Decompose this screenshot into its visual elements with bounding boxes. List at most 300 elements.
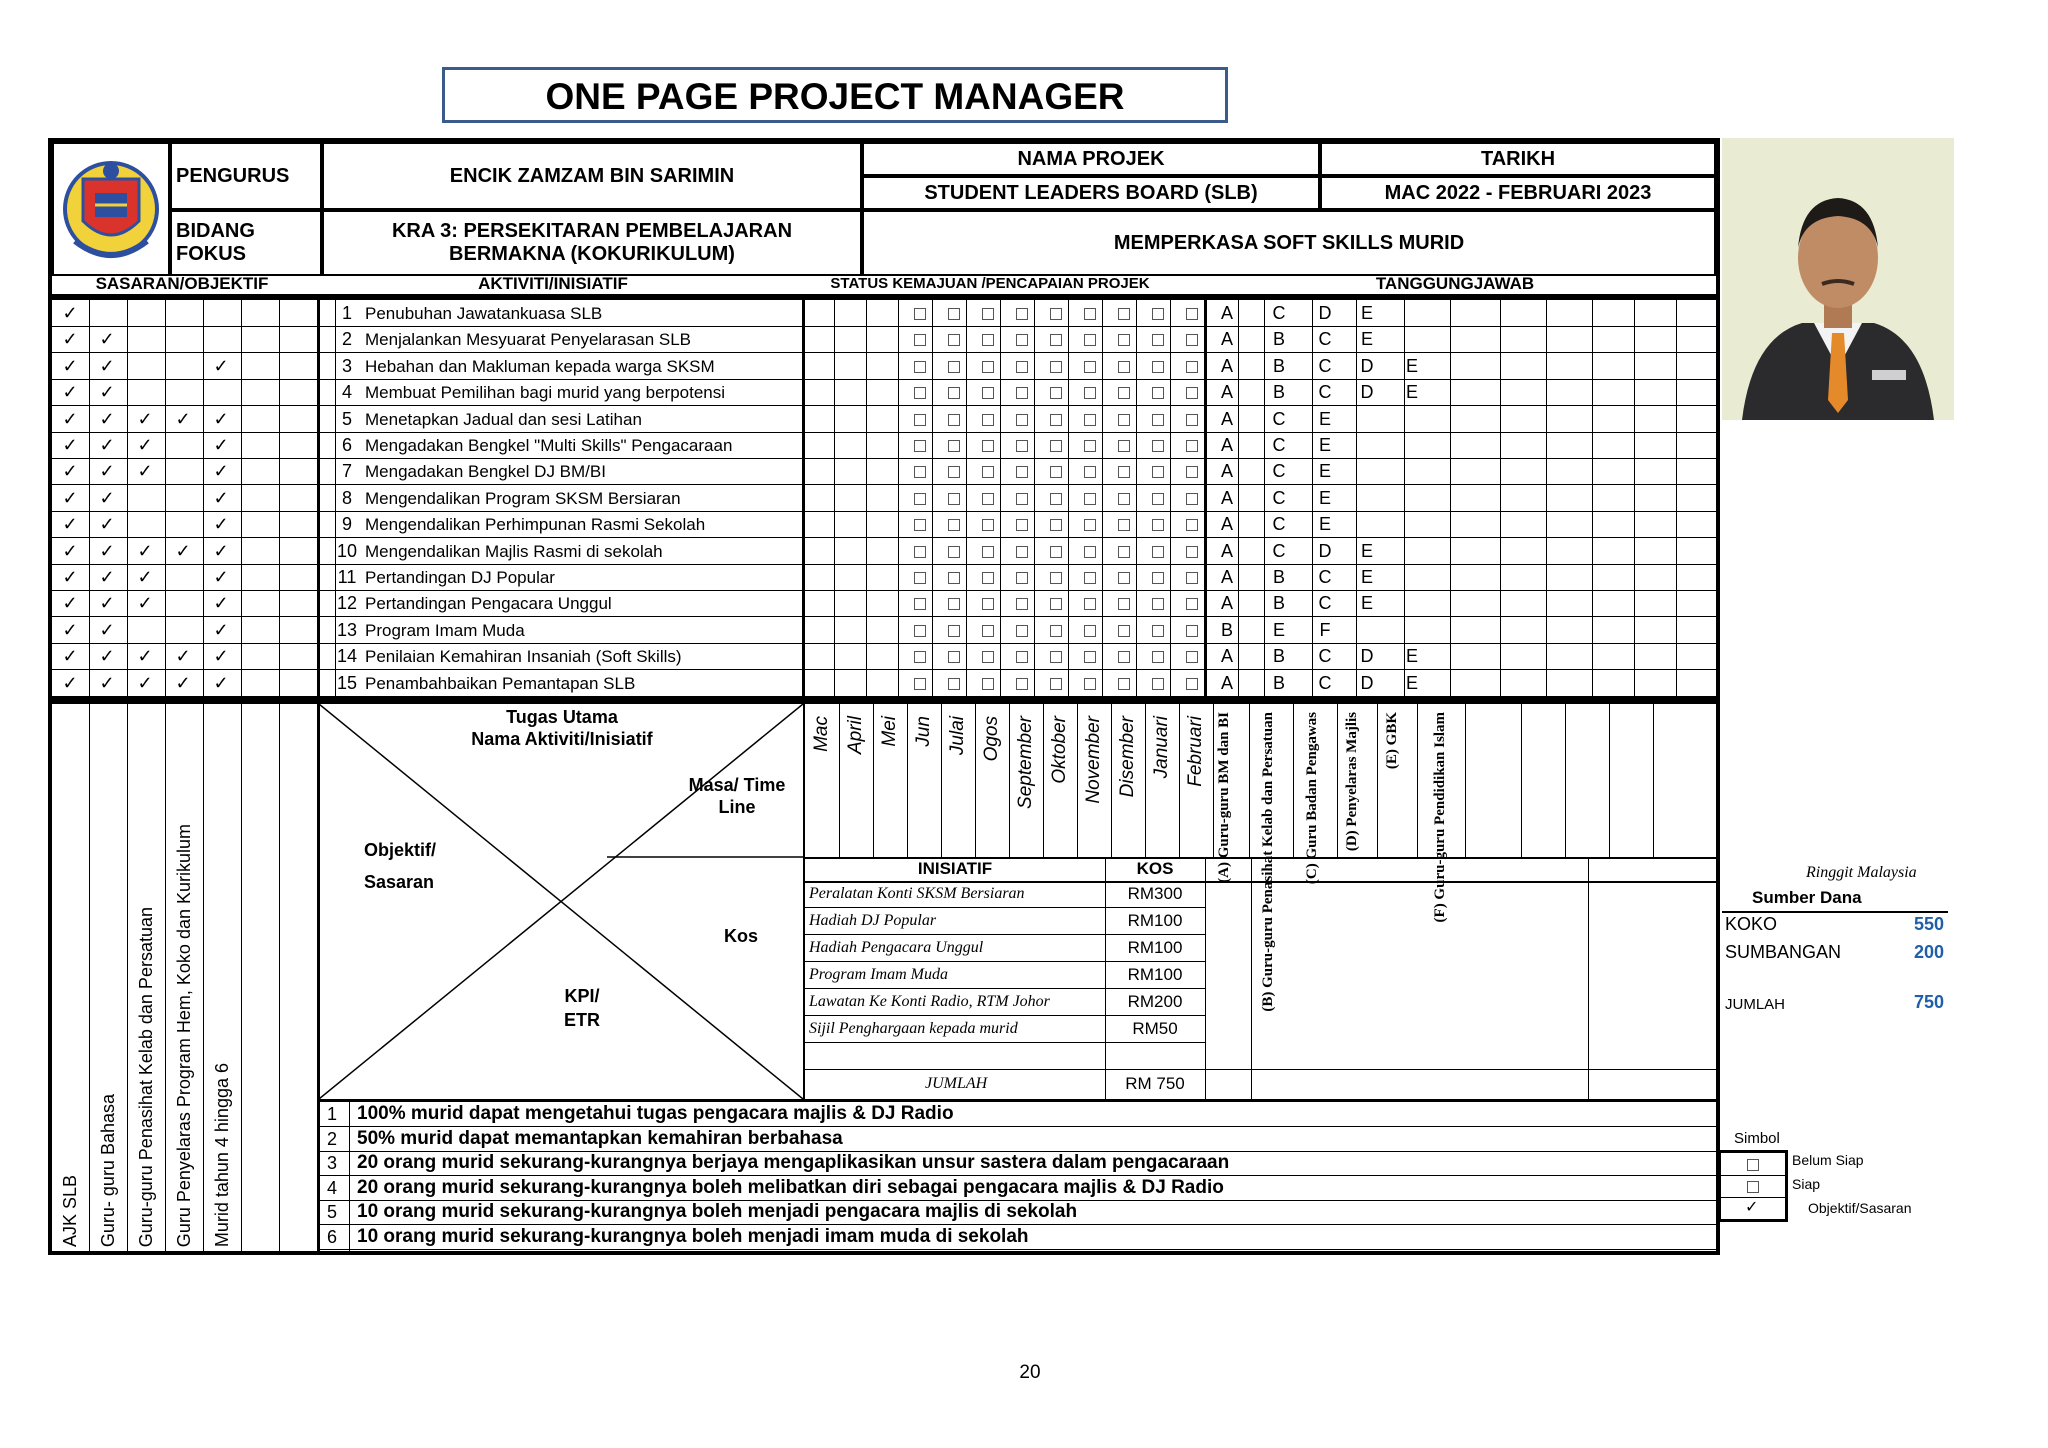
status-checkbox-icon — [1118, 466, 1130, 478]
legend-box — [1718, 1150, 1788, 1222]
month-label-7: September — [1015, 716, 1036, 809]
status-checkbox-icon — [1084, 625, 1096, 637]
cost-item-value: RM50 — [1132, 1019, 1178, 1038]
status-checkbox-icon — [914, 440, 926, 452]
activity-name: Menjalankan Mesyuarat Penyelarasan SLB — [365, 330, 692, 350]
cost-item-name: Sijil Penghargaan kepada murid — [809, 1020, 1018, 1037]
legend-siap: Siap — [1792, 1176, 1821, 1192]
status-checkbox-icon — [914, 678, 926, 690]
status-checkbox-icon — [948, 334, 960, 346]
activity-number: 7 — [341, 461, 352, 482]
status-checkbox-icon — [1016, 546, 1028, 558]
portrait-icon — [1722, 138, 1954, 420]
status-checkbox-icon — [1152, 651, 1164, 663]
cost-row-divider — [805, 907, 1205, 908]
status-checkbox-icon — [1152, 493, 1164, 505]
responsibility-code: A — [1220, 540, 1233, 561]
tarikh-value: MAC 2022 - FEBRUARI 2023 — [1320, 176, 1716, 210]
objective-label-5: Murid tahun 4 hingga 6 — [212, 1062, 232, 1247]
responsibility-code: A — [1220, 355, 1233, 376]
kpi-text: 10 orang murid sekurang-kurangnya boleh menjadi pengacara majlis di sekolah — [357, 1201, 1078, 1222]
funding-title: Sumber Dana — [1752, 888, 1862, 907]
responsibility-code: C — [1272, 514, 1286, 535]
responsibility-code: E — [1318, 461, 1331, 482]
activity-name: Mengadakan Bengkel "Multi Skills" Pengacaraan — [365, 436, 733, 455]
status-checkbox-icon — [982, 440, 994, 452]
objective-check-icon: ✓ — [99, 540, 115, 561]
kpi-divider — [317, 1249, 1716, 1250]
responsibility-code: E — [1405, 646, 1418, 667]
lower-section — [48, 700, 1720, 1255]
activity-number: 12 — [336, 593, 358, 614]
month-label-11: Januari — [1151, 716, 1172, 779]
objective-check-icon: ✓ — [137, 540, 153, 561]
status-checkbox-icon — [1084, 546, 1096, 558]
cost-item-name: Lawatan Ke Konti Radio, RTM Johor — [809, 993, 1050, 1010]
status-checkbox-icon — [948, 625, 960, 637]
diagram-kos: Kos — [724, 926, 759, 946]
status-checkbox-icon — [1186, 387, 1198, 399]
pengurus-value: ENCIK ZAMZAM BIN SARIMIN — [322, 142, 862, 210]
status-checkbox-icon — [948, 466, 960, 478]
status-checkbox-icon — [1118, 678, 1130, 690]
cost-total-label: JUMLAH — [925, 1075, 988, 1092]
responsibility-code: E — [1272, 619, 1285, 640]
status-checkbox-icon — [1186, 414, 1198, 426]
objective-check-icon: ✓ — [99, 461, 115, 482]
activity-number: 10 — [336, 540, 358, 561]
legend-belum: Belum Siap — [1792, 1152, 1864, 1168]
objective-check-icon: ✓ — [137, 593, 153, 614]
objective-check-icon: ✓ — [62, 567, 78, 587]
responsibility-code: C — [1272, 408, 1286, 429]
objective-check-icon: ✓ — [175, 672, 191, 693]
responsibility-code: E — [1360, 303, 1373, 323]
bidang-label-2: FOKUS — [176, 243, 246, 265]
activity-number: 14 — [336, 646, 358, 667]
status-checkbox-icon — [1084, 572, 1096, 584]
status-checkbox-icon — [1186, 440, 1198, 452]
responsibility-code: E — [1318, 435, 1331, 455]
status-checkbox-icon — [1050, 572, 1062, 584]
objective-check-icon: ✓ — [137, 435, 153, 455]
activity-number: 15 — [336, 672, 358, 693]
sasaran-heading: SASARAN/OBJEKTIF — [95, 274, 269, 293]
status-checkbox-icon — [1118, 493, 1130, 505]
month-label-2: April — [845, 716, 866, 755]
status-checkbox-icon — [1118, 414, 1130, 426]
status-checkbox-icon — [1084, 678, 1096, 690]
kpi-number: 6 — [326, 1226, 337, 1247]
legend-belum-icon — [1747, 1159, 1759, 1171]
objective-check-icon: ✓ — [213, 646, 229, 667]
status-checkbox-icon — [1118, 519, 1130, 531]
status-checkbox-icon — [1152, 361, 1164, 373]
objective-check-icon: ✓ — [99, 435, 115, 455]
objective-check-icon: ✓ — [213, 435, 229, 455]
objective-check-icon: ✓ — [213, 567, 229, 587]
diagram-objektif-1: Objektif/ — [364, 840, 437, 860]
cost-item-name: Program Imam Muda — [809, 966, 948, 983]
status-checkbox-icon — [1152, 625, 1164, 637]
page-number: 20 — [1019, 1362, 1041, 1383]
status-checkbox-icon — [914, 625, 926, 637]
status-checkbox-icon — [948, 361, 960, 373]
cost-item-name: Peralatan Konti SKSM Bersiaran — [809, 885, 1025, 902]
status-checkbox-icon — [914, 361, 926, 373]
diagram-tugas — [432, 706, 692, 750]
activity-number: 4 — [341, 382, 352, 403]
cost-header-kos: KOS — [1136, 859, 1174, 878]
status-checkbox-icon — [1152, 598, 1164, 610]
objective-check-icon: ✓ — [99, 382, 115, 403]
status-checkbox-icon — [1186, 519, 1198, 531]
focus-value: MEMPERKASA SOFT SKILLS MURID — [862, 210, 1716, 276]
objective-check-icon: ✓ — [137, 408, 153, 429]
status-checkbox-icon — [1118, 625, 1130, 637]
status-heading: STATUS KEMAJUAN /PENCAPAIAN PROJEK — [830, 275, 1150, 292]
nama-projek-label: NAMA PROJEK — [862, 142, 1320, 176]
cost-table — [803, 857, 1718, 1099]
kpi-text: 20 orang murid sekurang-kurangnya boleh melibatkan diri sebagai pengacara majlis & DJ Radio — [357, 1176, 1224, 1198]
responsibility-label-f: (F) Guru-guru Pendidikan Islam — [1432, 712, 1448, 923]
status-checkbox-icon — [1016, 598, 1028, 610]
status-checkbox-icon — [1050, 625, 1062, 637]
objective-check-icon: ✓ — [175, 646, 191, 667]
status-checkbox-icon — [948, 678, 960, 690]
status-checkbox-icon — [982, 678, 994, 690]
responsibility-code: C — [1318, 382, 1332, 403]
objective-check-icon: ✓ — [62, 382, 78, 403]
status-checkbox-icon — [1118, 387, 1130, 399]
diagram-masa-1: Masa/ Time — [688, 775, 786, 795]
responsibility-code: C — [1318, 355, 1332, 376]
objective-check-icon: ✓ — [213, 593, 229, 614]
status-checkbox-icon — [1016, 308, 1028, 320]
bidang-value — [322, 210, 862, 276]
bidang-value-2: BERMAKNA (KOKURIKULUM) — [449, 243, 735, 265]
status-checkbox-icon — [1186, 361, 1198, 373]
responsibility-code: E — [1360, 540, 1373, 561]
funding-koko-value: 550 — [1913, 914, 1944, 934]
responsibility-code: E — [1318, 514, 1331, 535]
status-checkbox-icon — [1084, 493, 1096, 505]
activity-row — [52, 670, 1716, 697]
objective-check-icon: ✓ — [137, 461, 153, 482]
status-checkbox-icon — [1016, 519, 1028, 531]
status-checkbox-icon — [948, 519, 960, 531]
cost-item-name: Hadiah DJ Popular — [809, 912, 937, 929]
bidang-label-1: BIDANG — [176, 220, 255, 242]
manager-photo — [1722, 138, 1954, 420]
status-checkbox-icon — [1084, 440, 1096, 452]
responsibility-code: C — [1318, 593, 1332, 614]
responsibility-code: A — [1220, 435, 1233, 455]
status-checkbox-icon — [948, 572, 960, 584]
objective-check-icon: ✓ — [137, 567, 153, 587]
objective-label-3: Guru-guru Penasihat Kelab dan Persatuan — [136, 906, 156, 1247]
status-checkbox-icon — [1186, 572, 1198, 584]
status-checkbox-icon — [1050, 414, 1062, 426]
status-checkbox-icon — [982, 519, 994, 531]
activity-row — [52, 485, 1716, 512]
status-checkbox-icon — [914, 466, 926, 478]
cost-item-value: RM100 — [1127, 965, 1183, 984]
cost-header-inisiatif: INISIATIF — [917, 859, 993, 878]
activity-number: 6 — [341, 435, 352, 455]
objective-check-icon: ✓ — [213, 408, 229, 429]
status-checkbox-icon — [1050, 598, 1062, 610]
diagram-kpi-2: ETR — [564, 1010, 600, 1030]
objective-check-icon: ✓ — [99, 567, 115, 587]
status-checkbox-icon — [1016, 334, 1028, 346]
diagram-objektif — [364, 834, 436, 898]
objective-check-icon: ✓ — [175, 540, 191, 561]
status-checkbox-icon — [1084, 361, 1096, 373]
status-checkbox-icon — [1050, 678, 1062, 690]
status-checkbox-icon — [982, 493, 994, 505]
status-checkbox-icon — [1186, 334, 1198, 346]
activity-row — [52, 353, 1716, 380]
cost-row-divider — [805, 961, 1205, 962]
diagram-tugas-2: Nama Aktiviti/Inisiatif — [471, 729, 653, 749]
kpi-number: 4 — [326, 1177, 337, 1198]
activity-name: Mengadakan Bengkel DJ BM/BI — [365, 462, 606, 482]
kpi-list — [317, 1099, 1716, 1254]
activity-name: Penilaian Kemahiran Insaniah (Soft Skills) — [365, 647, 682, 667]
status-checkbox-icon — [1050, 493, 1062, 505]
funding-sumbangan-value: 200 — [1913, 942, 1944, 962]
responsibility-code: C — [1272, 435, 1286, 455]
objective-check-icon: ✓ — [213, 487, 229, 508]
cost-row-divider — [805, 1015, 1205, 1016]
activity-name: Mengendalikan Majlis Rasmi di sekolah — [365, 541, 663, 561]
responsibility-code: D — [1360, 355, 1374, 376]
responsibility-code: B — [1272, 567, 1285, 587]
objective-label-1: AJK SLB — [60, 1174, 80, 1247]
cost-row-divider — [805, 1042, 1205, 1043]
objective-check-icon: ✓ — [62, 461, 78, 482]
legend-title: Simbol — [1734, 1130, 1780, 1147]
responsibility-code: C — [1318, 672, 1332, 693]
activity-number: 9 — [341, 514, 352, 535]
responsibility-code: A — [1220, 303, 1233, 323]
responsibility-code: E — [1405, 355, 1418, 376]
objective-check-icon: ✓ — [99, 646, 115, 667]
status-checkbox-icon — [948, 598, 960, 610]
status-checkbox-icon — [1084, 414, 1096, 426]
status-checkbox-icon — [1016, 678, 1028, 690]
status-checkbox-icon — [1084, 519, 1096, 531]
month-label-9: November — [1083, 716, 1104, 804]
objective-check-icon: ✓ — [62, 408, 78, 429]
objective-check-icon: ✓ — [62, 303, 78, 323]
responsibility-code: B — [1272, 382, 1285, 403]
responsibility-code: E — [1405, 672, 1418, 693]
responsibility-code: E — [1360, 593, 1373, 614]
status-checkbox-icon — [1050, 361, 1062, 373]
status-checkbox-icon — [948, 546, 960, 558]
cost-item-value: RM300 — [1127, 884, 1183, 903]
status-checkbox-icon — [1118, 651, 1130, 663]
objective-check-icon: ✓ — [62, 487, 78, 508]
status-checkbox-icon — [1186, 651, 1198, 663]
activity-row — [52, 511, 1716, 538]
objective-check-icon: ✓ — [99, 619, 115, 640]
objective-check-icon: ✓ — [62, 329, 78, 350]
activity-number: 8 — [341, 487, 352, 508]
status-checkbox-icon — [1084, 387, 1096, 399]
status-checkbox-icon — [914, 598, 926, 610]
objective-label-4: Guru Penyelaras Program Hem, Koko dan Kurikulum — [174, 823, 194, 1247]
responsibility-code: B — [1272, 355, 1285, 376]
status-checkbox-icon — [982, 466, 994, 478]
activity-number: 11 — [337, 567, 357, 587]
activity-number: 2 — [341, 329, 352, 350]
activity-number: 13 — [336, 619, 358, 640]
responsibility-code: E — [1318, 408, 1331, 429]
objective-check-icon: ✓ — [62, 435, 78, 455]
status-checkbox-icon — [1084, 651, 1096, 663]
status-checkbox-icon — [914, 546, 926, 558]
responsibility-code: A — [1220, 461, 1233, 482]
cost-total-divider — [805, 1069, 1718, 1070]
cost-item-name: Hadiah Pengacara Unggul — [809, 939, 984, 956]
diagram-objektif-2: Sasaran — [364, 872, 435, 892]
cost-header-row — [805, 857, 1718, 883]
bidang-value-1: KRA 3: PERSEKITARAN PEMBELAJARAN — [391, 220, 793, 242]
funding-koko-label: KOKO — [1725, 914, 1778, 934]
status-checkbox-icon — [982, 414, 994, 426]
cost-item-value: RM100 — [1127, 938, 1183, 957]
activity-name: Mengendalikan Program SKSM Bersiaran — [365, 488, 681, 508]
diagram-tugas-1: Tugas Utama — [506, 707, 618, 727]
status-checkbox-icon — [1016, 440, 1028, 452]
responsibility-code: D — [1318, 303, 1332, 323]
page-title: ONE PAGE PROJECT MANAGER — [442, 67, 1228, 123]
status-checkbox-icon — [1152, 414, 1164, 426]
activity-number: 1 — [341, 303, 352, 323]
responsibility-code: F — [1319, 619, 1331, 640]
funding-sumbangan-label: SUMBANGAN — [1725, 942, 1842, 962]
objective-check-icon: ✓ — [137, 646, 153, 667]
month-label-3: Mei — [879, 716, 900, 747]
objective-check-icon: ✓ — [99, 514, 115, 535]
status-checkbox-icon — [948, 414, 960, 426]
responsibility-label-c: (C) Guru Badan Pengawas — [1304, 712, 1320, 885]
responsibility-code: A — [1220, 382, 1233, 403]
status-checkbox-icon — [1118, 334, 1130, 346]
status-checkbox-icon — [1186, 625, 1198, 637]
status-checkbox-icon — [1084, 308, 1096, 320]
pengurus-label: PENGURUS — [170, 142, 322, 210]
status-checkbox-icon — [1016, 414, 1028, 426]
diagram-kpi — [552, 984, 612, 1032]
responsibility-label-e: (E) GBK — [1384, 712, 1400, 770]
responsibility-code: C — [1272, 303, 1286, 323]
objective-check-icon: ✓ — [213, 540, 229, 561]
responsibility-code: C — [1272, 487, 1286, 508]
objective-check-icon: ✓ — [175, 408, 191, 429]
month-label-6: Ogos — [981, 716, 1002, 762]
status-checkbox-icon — [1186, 598, 1198, 610]
responsibility-code: B — [1220, 619, 1233, 640]
status-checkbox-icon — [1050, 440, 1062, 452]
activity-row — [52, 326, 1716, 353]
status-checkbox-icon — [1152, 466, 1164, 478]
status-checkbox-icon — [914, 414, 926, 426]
funding-currency: Ringgit Malaysia — [1806, 864, 1917, 881]
responsibility-code: B — [1272, 329, 1285, 350]
objective-check-icon: ✓ — [62, 540, 78, 561]
activity-row — [52, 406, 1716, 433]
status-checkbox-icon — [1084, 334, 1096, 346]
status-checkbox-icon — [1016, 466, 1028, 478]
status-checkbox-icon — [982, 651, 994, 663]
responsibility-code: A — [1220, 408, 1233, 429]
status-checkbox-icon — [914, 334, 926, 346]
status-checkbox-icon — [1050, 519, 1062, 531]
month-label-5: Julai — [947, 716, 968, 756]
responsibility-code: A — [1220, 329, 1233, 350]
objective-check-icon: ✓ — [99, 487, 115, 508]
status-checkbox-icon — [1186, 493, 1198, 505]
activity-row — [52, 617, 1716, 644]
objective-check-icon: ✓ — [99, 329, 115, 350]
status-checkbox-icon — [982, 361, 994, 373]
objective-check-icon: ✓ — [99, 355, 115, 376]
legend-objektif: Objektif/Sasaran — [1808, 1200, 1912, 1216]
tanggungjawab-heading: TANGGUNGJAWAB — [1375, 274, 1535, 293]
kpi-number: 1 — [326, 1104, 337, 1124]
objective-check-icon: ✓ — [62, 672, 78, 693]
responsibility-code: E — [1405, 382, 1418, 403]
status-checkbox-icon — [1016, 493, 1028, 505]
kpi-text: 20 orang murid sekurang-kurangnya berjaya mengaplikasikan unsur sastera dalam pengacaraan — [357, 1152, 1230, 1173]
objective-check-icon: ✓ — [213, 355, 229, 376]
status-checkbox-icon — [1050, 387, 1062, 399]
objective-check-icon: ✓ — [99, 408, 115, 429]
objective-check-icon: ✓ — [213, 461, 229, 482]
objective-check-icon: ✓ — [99, 593, 115, 614]
responsibility-code: B — [1272, 672, 1285, 693]
activity-name: Program Imam Muda — [365, 620, 525, 640]
objective-check-icon: ✓ — [213, 672, 229, 693]
status-checkbox-icon — [1118, 598, 1130, 610]
legend-siap-icon — [1747, 1181, 1759, 1193]
matrix-diagram — [319, 704, 803, 1099]
activity-row — [52, 458, 1716, 485]
diagram-masa — [682, 774, 792, 818]
status-checkbox-icon — [1050, 308, 1062, 320]
objective-check-icon: ✓ — [62, 619, 78, 640]
status-checkbox-icon — [1118, 308, 1130, 320]
responsibility-code: B — [1272, 593, 1285, 614]
diagram-masa-2: Line — [718, 797, 756, 817]
status-checkbox-icon — [914, 308, 926, 320]
status-checkbox-icon — [948, 493, 960, 505]
objective-check-icon: ✓ — [213, 514, 229, 535]
activity-name: Menetapkan Jadual dan sesi Latihan — [365, 409, 642, 429]
status-checkbox-icon — [1152, 519, 1164, 531]
activity-row — [52, 643, 1716, 670]
status-checkbox-icon — [1084, 466, 1096, 478]
status-checkbox-icon — [1050, 334, 1062, 346]
objective-check-icon: ✓ — [62, 593, 78, 614]
status-checkbox-icon — [1118, 546, 1130, 558]
kpi-text: 50% murid dapat memantapkan kemahiran berbahasa — [357, 1127, 843, 1149]
status-checkbox-icon — [1186, 678, 1198, 690]
